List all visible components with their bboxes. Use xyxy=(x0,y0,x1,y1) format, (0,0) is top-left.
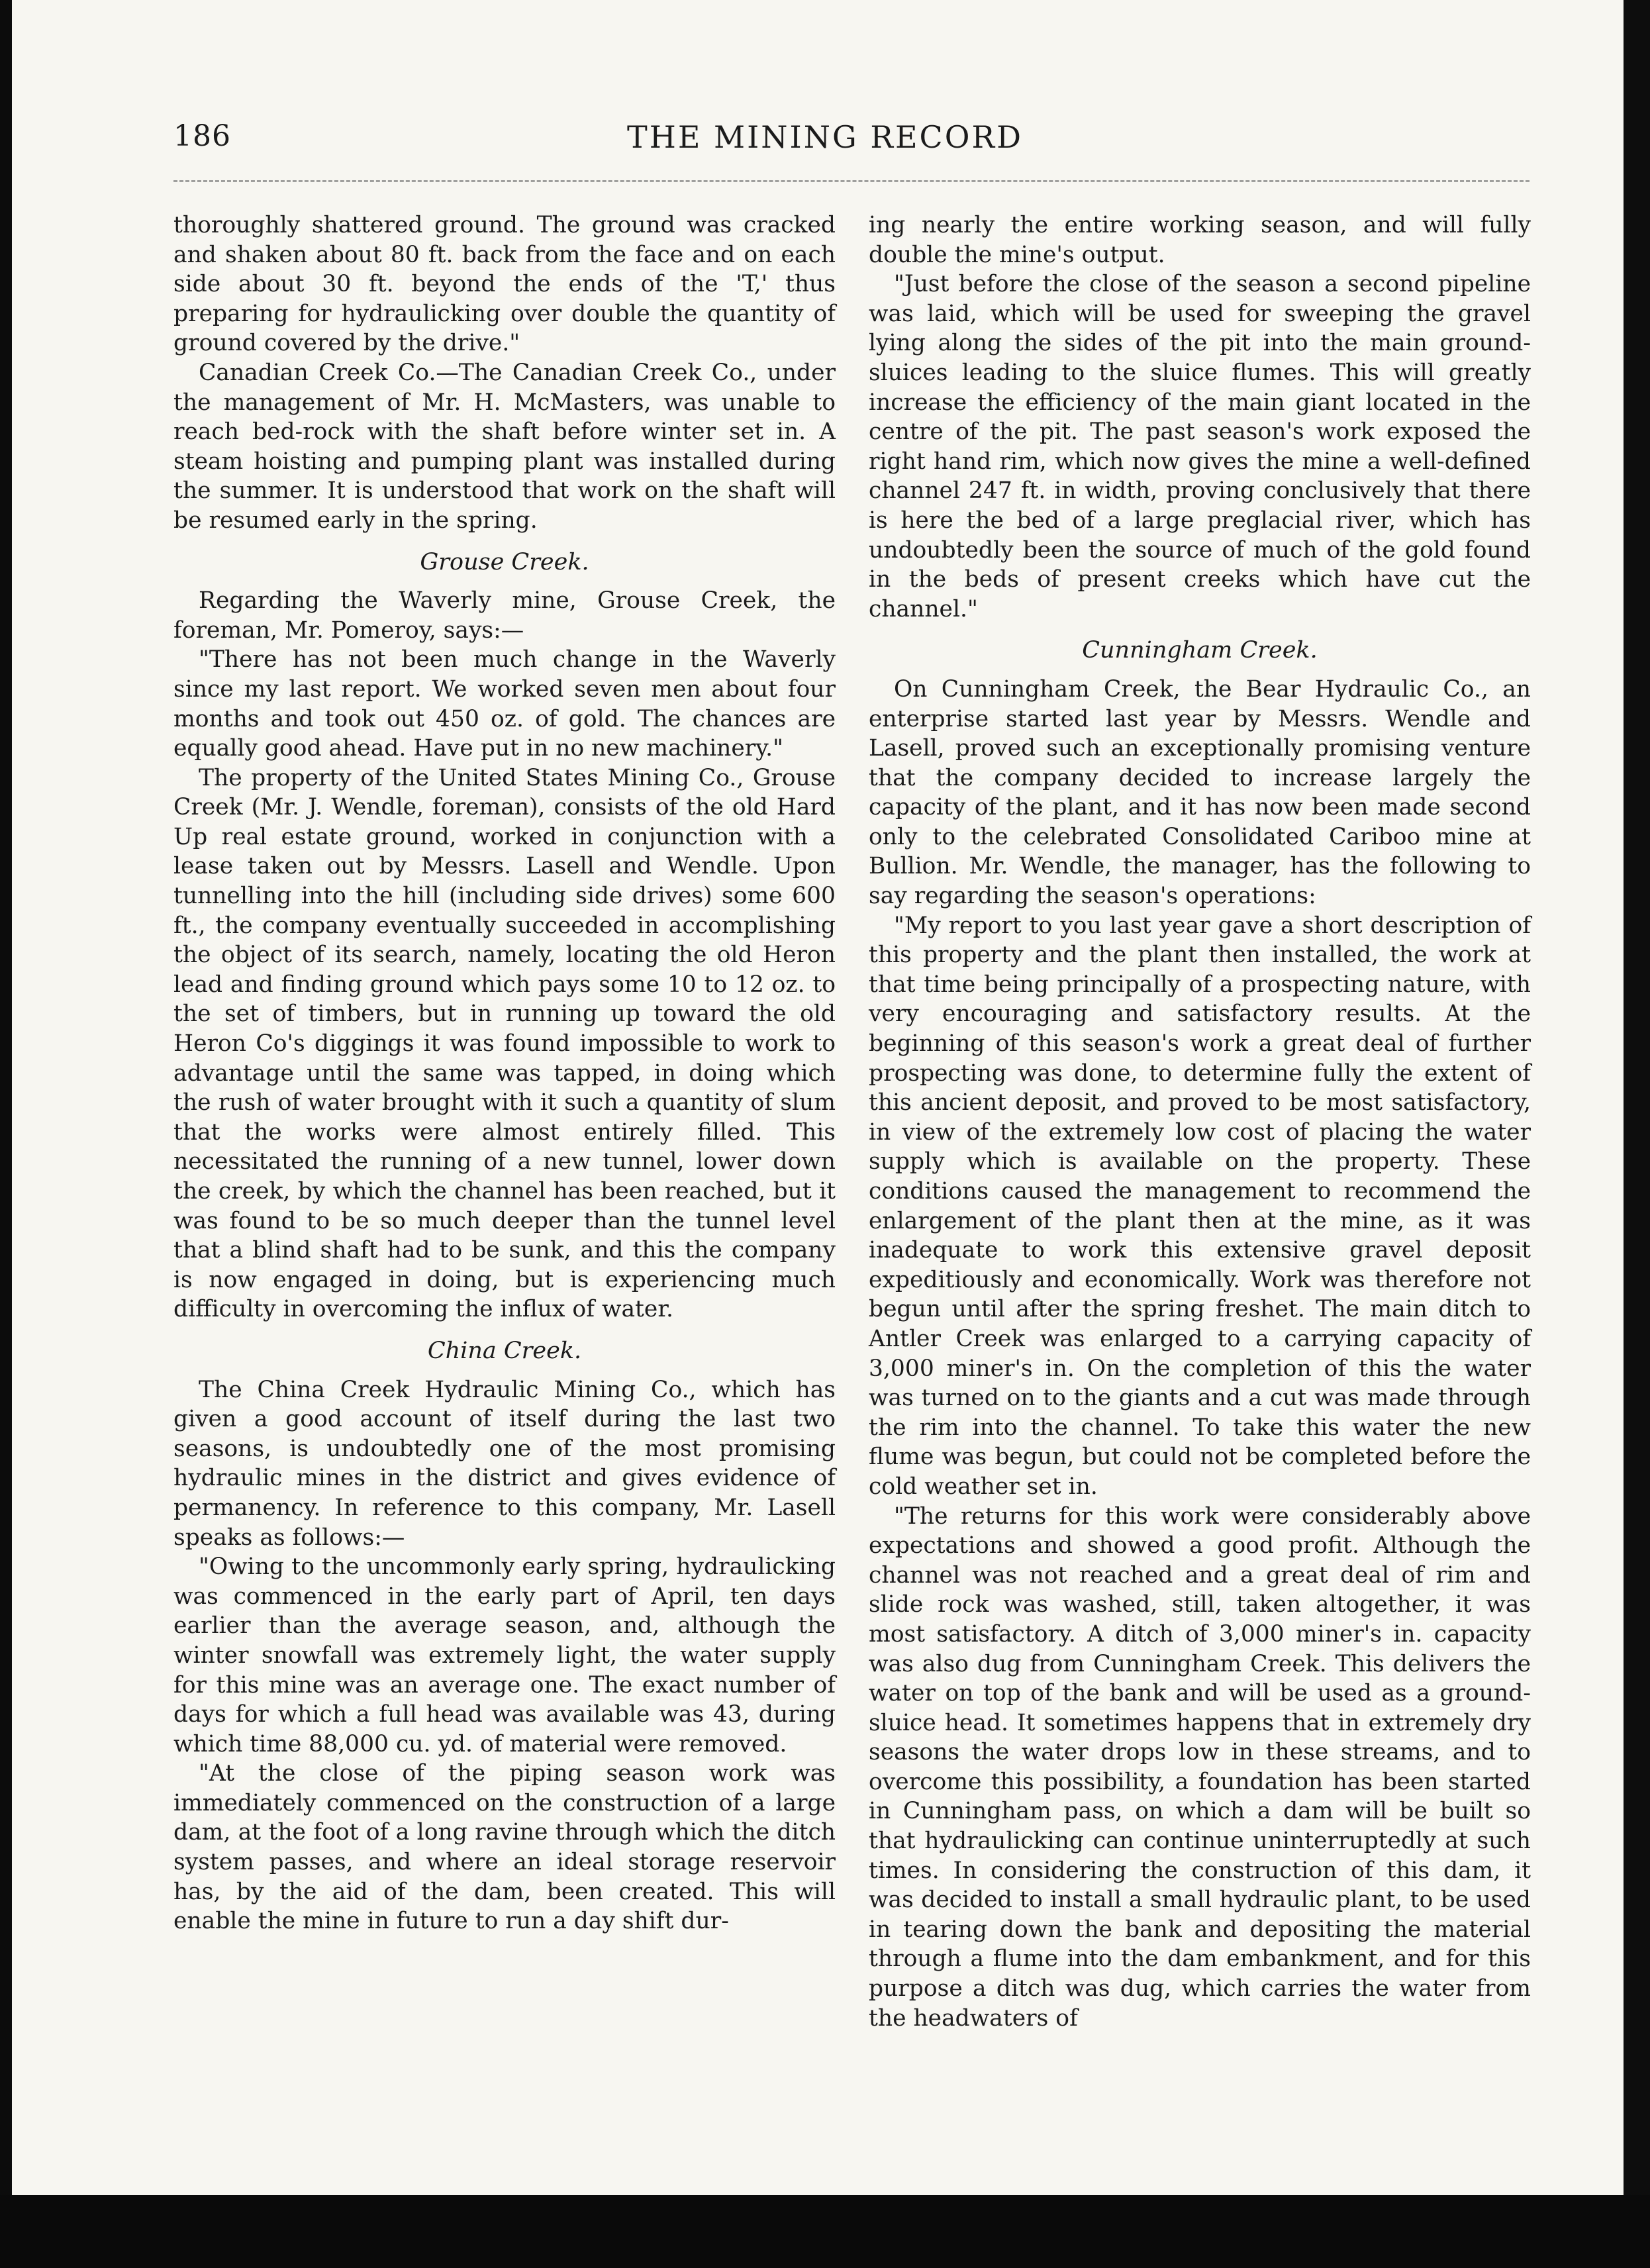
paragraph: ing nearly the entire working season, and will fully double the mine's output. xyxy=(869,212,1531,268)
paragraph: "The returns for this work were considerably above expectations and showed a good profit. Although the channel was not reached and a great deal of rim and slide rock was washed, still, taken altogether, it was most satisfactory. A ditch of 3,000 miner's in. capacity was also dug from Cunningham Creek. This delivers the water on top of the bank and will be used as a ground-sluice head. It sometimes happens that in extremely dry seasons the water drops low in these streams, and to overcome this possibility, a foundation has been started in Cunningham pass, on which a dam will be built so that hydraulicking can continue uninterruptedly at such times. In considering the construction of this dam, it was decided to install a small hydraulic plant, to be used in tearing down the bank and depositing the material through a flume into the dam embankment, and for this purpose a ditch was dug, which carries the water from the headwaters of xyxy=(869,1503,1531,2032)
scan-edge-right xyxy=(1624,0,1650,2268)
paragraph: "There has not been much change in the Waverly since my last report. We worked seven men about four months and took out 450 oz. of gold. The chances are equally good ahead. Have put in no new machinery." xyxy=(173,646,836,762)
section-heading-cunningham-creek: Cunningham Creek. xyxy=(1082,637,1318,664)
section-heading-china-creek: China Creek. xyxy=(427,1337,582,1364)
paragraph: On Cunningham Creek, the Bear Hydraulic Co., an enterprise started last year by Messrs. Wendle and Lasell, proved such an exceptionally promising venture that the company decided to increase largely the capacity of the plant, and it has now been made second only to the celebrated Consolidated Cariboo mine at Bullion. Mr. Wendle, the manager, has the following to say regarding the season's operations: xyxy=(869,675,1531,910)
header-rule xyxy=(173,180,1529,182)
page-header xyxy=(0,119,1650,172)
paragraph: Regarding the Waverly mine, Grouse Creek, the foreman, Mr. Pomeroy, says:— xyxy=(173,587,836,644)
paragraph: thoroughly shattered ground. The ground was cracked and shaken about 80 ft. back from the face and on each side about 30 ft. beyond the ends of the 'T,' thus preparing for hydraulicking over double the quantity of ground covered by the drive." xyxy=(173,212,836,357)
running-head: THE MINING RECORD xyxy=(627,119,1023,155)
paragraph: The property of the United States Mining Co., Grouse Creek (Mr. J. Wendle, foreman), consists of the old Hard Up real estate ground, worked in conjunction with a lease taken out by Messrs. Lasell and Wendle. Upon tunnelling into the hill (including side drives) some 600 ft., the company eventually succeeded in accomplishing the object of its search, namely, locating the old Heron lead and finding ground which pays some 10 to 12 oz. to the set of timbers, but in running up toward the old Heron Co's diggings it was found impossible to work to advantage until the same was tapped, in doing which the rush of water brought with it such a quantity of slum that the works were almost entirely filled. This necessitated the running of a new tunnel, lower down the creek, by which the channel has been reached, but it was found to be so much deeper than the tunnel level that a blind shaft had to be sunk, and this the company is now engaged in doing, but is experiencing much difficulty in overcoming the influx of water. xyxy=(173,764,836,1323)
paragraph: "Just before the close of the season a second pipeline was laid, which will be used for sweeping the gravel lying along the sides of the pit into the main ground-sluices leading to the sluice flumes. This will greatly increase the efficiency of the main giant located in the centre of the pit. The past season's work exposed the right hand rim, which now gives the mine a well-defined channel 247 ft. in width, proving conclusively that there is here the bed of a large preglacial river, which has undoubtedly been the source of much of the gold found in the beds of present creeks which have cut the channel." xyxy=(869,271,1531,622)
paragraph: Canadian Creek Co.—The Canadian Creek Co., under the management of Mr. H. McMasters, was unable to reach bed-rock with the shaft before winter set in. A steam hoisting and pumping plant was installed during the summer. It is understood that work on the shaft will be resumed early in the spring. xyxy=(173,359,836,534)
scan-edge-left xyxy=(0,0,12,2268)
right-column xyxy=(869,211,1531,2033)
page-number: 186 xyxy=(173,119,231,153)
paragraph: The China Creek Hydraulic Mining Co., which has given a good account of itself during the last two seasons, is undoubtedly one of the most promising hydraulic mines in the district and gives evidence of permanency. In reference to this company, Mr. Lasell speaks as follows:— xyxy=(173,1376,836,1551)
paragraph: "At the close of the piping season work was immediately commenced on the construction of a large dam, at the foot of a long ravine through which the ditch system passes, and where an ideal storage reservoir has, by the aid of the dam, been created. This will enable the mine in future to run a day shift dur- xyxy=(173,1760,836,1935)
paragraph: "Owing to the uncommonly early spring, hydraulicking was commenced in the early part of April, ten days earlier than the average season, and, although the winter snowfall was extremely light, the water supply for this mine was an average one. The exact number of days for which a full head was available was 43, during which time 88,000 cu. yd. of material were removed. xyxy=(173,1553,836,1757)
scan-edge-bottom xyxy=(0,2195,1650,2268)
paragraph: "My report to you last year gave a short description of this property and the plant then installed, the work at that time being principally of a prospecting nature, with very encouraging and satisfactory results. At the beginning of this season's work a great deal of further prospecting was done, to determine fully the extent of this ancient deposit, and proved to be most satisfactory, in view of the extremely low cost of placing the water supply which is available on the property. These conditions caused the management to recommend the enlargement of the plant then at the mine, as it was inadequate to work this extensive gravel deposit expeditiously and economically. Work was therefore not begun until after the spring freshet. The main ditch to Antler Creek was enlarged to a carrying capacity of 3,000 miner's in. On the completion of this the water was turned on to the giants and a cut was made through the rim into the channel. To take this water the new flume was begun, but could not be completed before the cold weather set in. xyxy=(869,912,1531,1500)
section-heading-grouse-creek: Grouse Creek. xyxy=(420,548,589,575)
left-column xyxy=(173,211,836,1936)
